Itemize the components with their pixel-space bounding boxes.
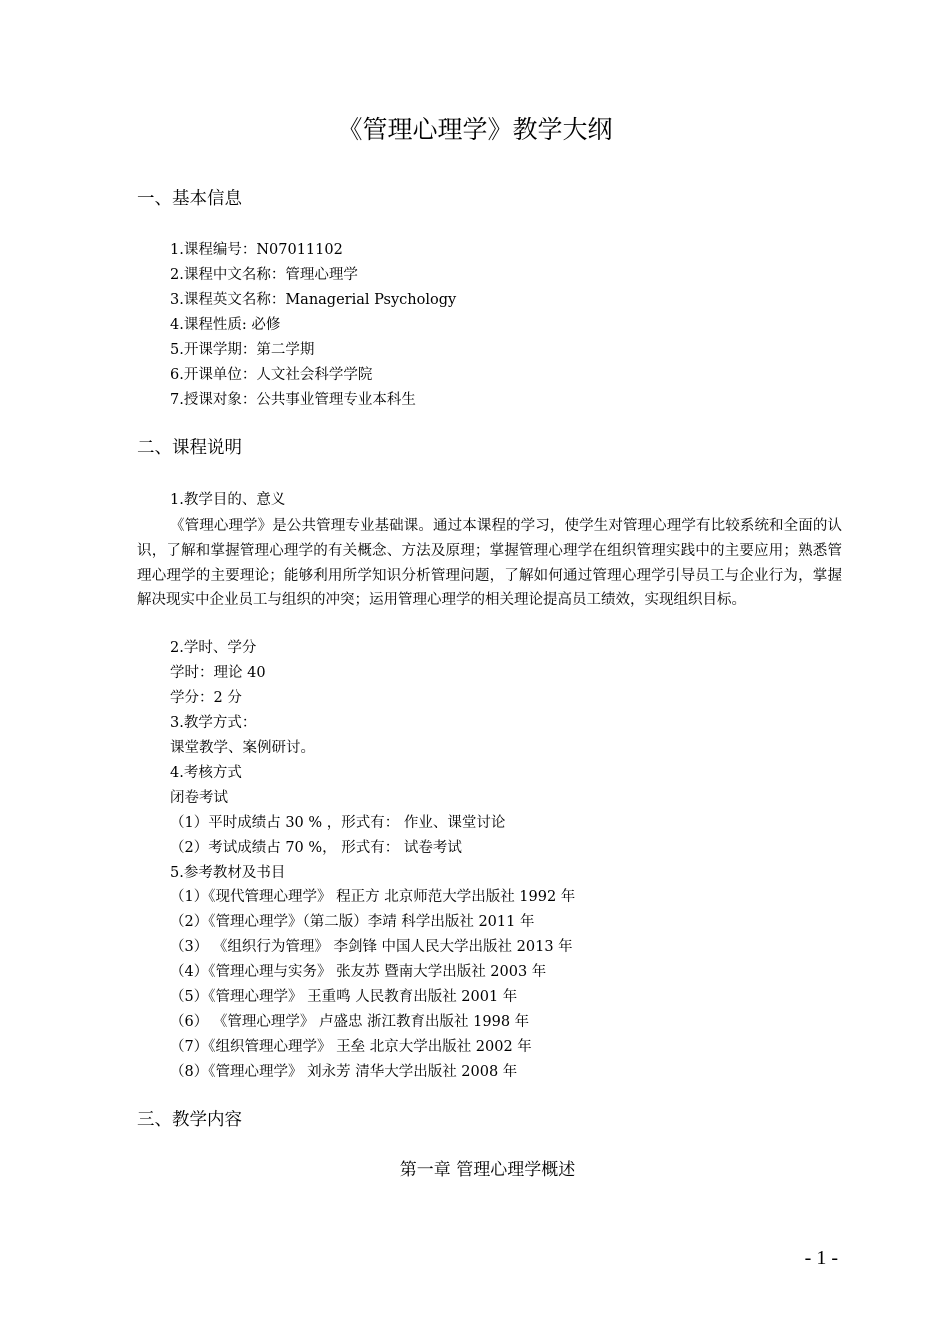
- basic-info-item: 6.开课单位：人文社会科学学院: [170, 367, 373, 383]
- reference-book-item: （1）《现代管理心理学》 程正方 北京师范大学出版社 1992 年: [170, 889, 576, 905]
- course-description-line: 5.参考教材及书目: [170, 865, 286, 881]
- reference-book-item: （4）《管理心理与实务》 张友苏 暨南大学出版社 2003 年: [170, 964, 547, 980]
- basic-info-item: 1.课程编号：N07011102: [170, 242, 343, 258]
- purpose-paragraph: 《管理心理学》是公共管理专业基础课。通过本课程的学习，使学生对管理心理学有比较系统和全面的认识，了解和掌握管理心理学的有关概念、方法及原理；掌握管理心理学在组织管理实践中的主要应用；熟悉管理心理学的主要理论；能够利用所学知识分析管理问题，了解如何通过管理心理学引导员工与企业行为，掌握解决现实中企业员工与组织的冲突；运用管理心理学的相关理论提高员工绩效，实现组织目标。: [137, 518, 842, 609]
- basic-info-item: 2.课程中文名称：管理心理学: [170, 267, 358, 283]
- purpose-label: 1.教学目的、意义: [170, 492, 286, 508]
- basic-info-item: 3.课程英文名称：Managerial Psychology: [170, 292, 457, 308]
- reference-book-item: （5）《管理心理学》 王重鸣 人民教育出版社 2001 年: [170, 989, 518, 1005]
- course-description-line: （2）考试成绩占 70 %， 形式有： 试卷考试: [170, 840, 462, 856]
- reference-book-item: （8）《管理心理学》 刘永芳 清华大学出版社 2008 年: [170, 1064, 518, 1080]
- basic-info-item: 5.开课学期：第二学期: [170, 342, 315, 358]
- page-title: 《管理心理学》教学大纲: [337, 115, 613, 144]
- section-heading-basic-info: 一、基本信息: [137, 189, 242, 209]
- course-description-line: 课堂教学、案例研讨。: [170, 740, 315, 756]
- reference-book-item: （2）《管理心理学》（第二版）李靖 科学出版社 2011 年: [170, 914, 535, 930]
- basic-info-item: 4.课程性质: 必修: [170, 317, 281, 333]
- basic-info-item: 7.授课对象：公共事业管理专业本科生: [170, 392, 416, 408]
- section-heading-teaching-content: 三、教学内容: [137, 1110, 242, 1130]
- section-heading-course-description: 二、课程说明: [137, 438, 242, 458]
- reference-book-item: （3） 《组织行为管理》 李剑锋 中国人民大学出版社 2013 年: [170, 939, 573, 955]
- reference-book-item: （6） 《管理心理学》 卢盛忠 浙江教育出版社 1998 年: [170, 1014, 530, 1030]
- page-number: - 1 -: [804, 1247, 838, 1269]
- course-description-line: （1）平时成绩占 30 % ，形式有： 作业、课堂讨论: [170, 815, 506, 831]
- course-description-line: 4.考核方式: [170, 765, 242, 781]
- chapter-title: 第一章 管理心理学概述: [399, 1160, 576, 1180]
- reference-book-item: （7）《组织管理心理学》 王垒 北京大学出版社 2002 年: [170, 1039, 532, 1055]
- course-description-line: 学时：理论 40: [170, 665, 266, 681]
- course-description-line: 闭卷考试: [170, 790, 228, 806]
- course-description-line: 2.学时、学分: [170, 640, 257, 656]
- course-description-line: 3.教学方式：: [170, 715, 257, 731]
- course-description-line: 学分：2 分: [170, 690, 242, 706]
